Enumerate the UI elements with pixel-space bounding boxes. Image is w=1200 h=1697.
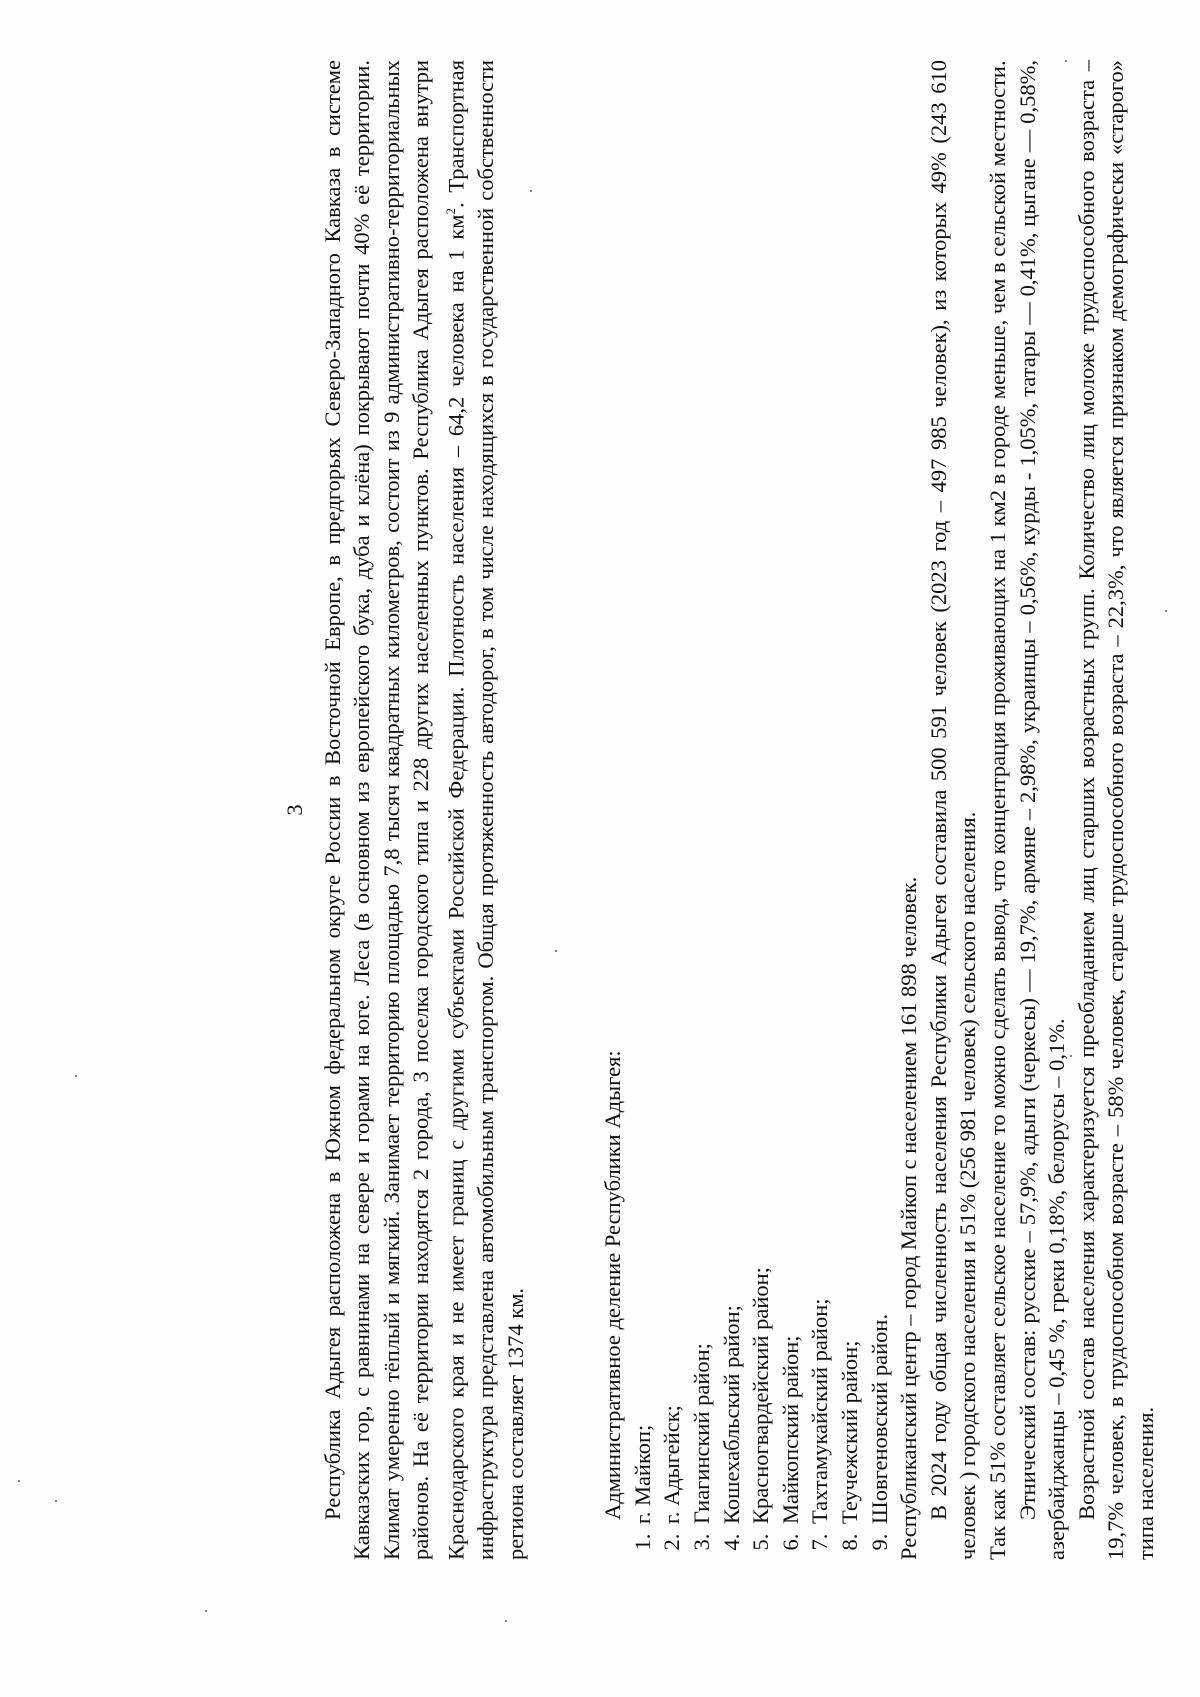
intro-paragraph [318,60,531,1560]
list-item: 8. Теучежский район; [835,60,865,1528]
population-paragraph: В 2024 году общая численность населения Республики Адыгея составила 500 591 человек (2023 год – 497 985 человек), из которых 49% (243 610 человек ) городского населения и 51% (256 981 человек) сельского населения. [925,60,981,1560]
intro-superscript: 2 [442,207,458,215]
admin-division-list [628,60,894,1560]
rotated-text-block [280,59,1158,1560]
intro-text: Республика Адыгея расположена в Южном федеральном округе России в Восточной Европе, в предгорьях Северо-Западного Кавказа в системе Кавказских гор, с равнинами на севере и горами на юге. Леса (в основном из европейского бука, дуба и клёна) покрывают почти 40% её территории. Климат умеренно тёплый и мягкий. Занимает территорию площадью 7,8 тысяч квадратных километров, состоит из 9 административно-территориальных районов. На её территории находятся 2 города, 3 поселка городского типа и 228 других населенных пунктов. Республика Адыгея расположена внутри Краснодарского края и не имеет границ с другими субъектами Российской Федерации. Плотность населения – 64,2 человека на 1 км [319,60,469,1560]
admin-division-title: Административное деление Республики Адыгея: [600,1050,626,1520]
list-item: 9. Шовгеновский район. [865,60,895,1528]
age-paragraph: Возрастной состав населения характеризуется преобладанием лиц старших возрастных групп. Количество лиц моложе трудоспособного возраста – 19,7% человек, в трудоспособном возрасте – 58% человек, старше трудоспособного возраста – 22,3%, что является признаком демографически «старого» типа населения. [1073,60,1158,1560]
page-number: 3 [282,804,307,816]
ethnic-paragraph: Этнический состав: русские – 57,9%, адыги (черкесы) — 19,7%, армяне – 2,98%, украинцы – 0,56%, курды - 1,05%, татары — 0,41%, цыгане — 0,58%, азербайджанцы – 0,45 %, греки 0,18%, белорусы – 0,1%. [1014,60,1070,1560]
rural-paragraph: Так как 51% составляет сельское население то можно сделать вывод, что концентрация проживающих на 1 км2 в городе меньше, чем в сельской местности. [984,60,1010,1560]
list-item: 2. г. Адыгейск; [657,60,687,1528]
capital-line: Республиканский центр – город Майкоп с населением 161 898 человек. [896,876,922,1560]
list-item: 5. Красногвардейский район; [746,60,776,1528]
list-item: 4. Кошехабльский район; [717,60,747,1528]
list-item: 3. Гиагинский район; [687,60,717,1528]
list-item: 7. Тахтамукайский район; [805,60,835,1528]
list-item: 1. г. Майкоп; [628,60,658,1528]
list-item: 6. Майкопский район; [776,60,806,1528]
intro-text-end: . Транспортная инфраструктура представлена автомобильным транспортом. Общая протяженность автодорог, в том числе находящихся в государственной собственности региона составляет 1374 км. [443,59,528,1560]
